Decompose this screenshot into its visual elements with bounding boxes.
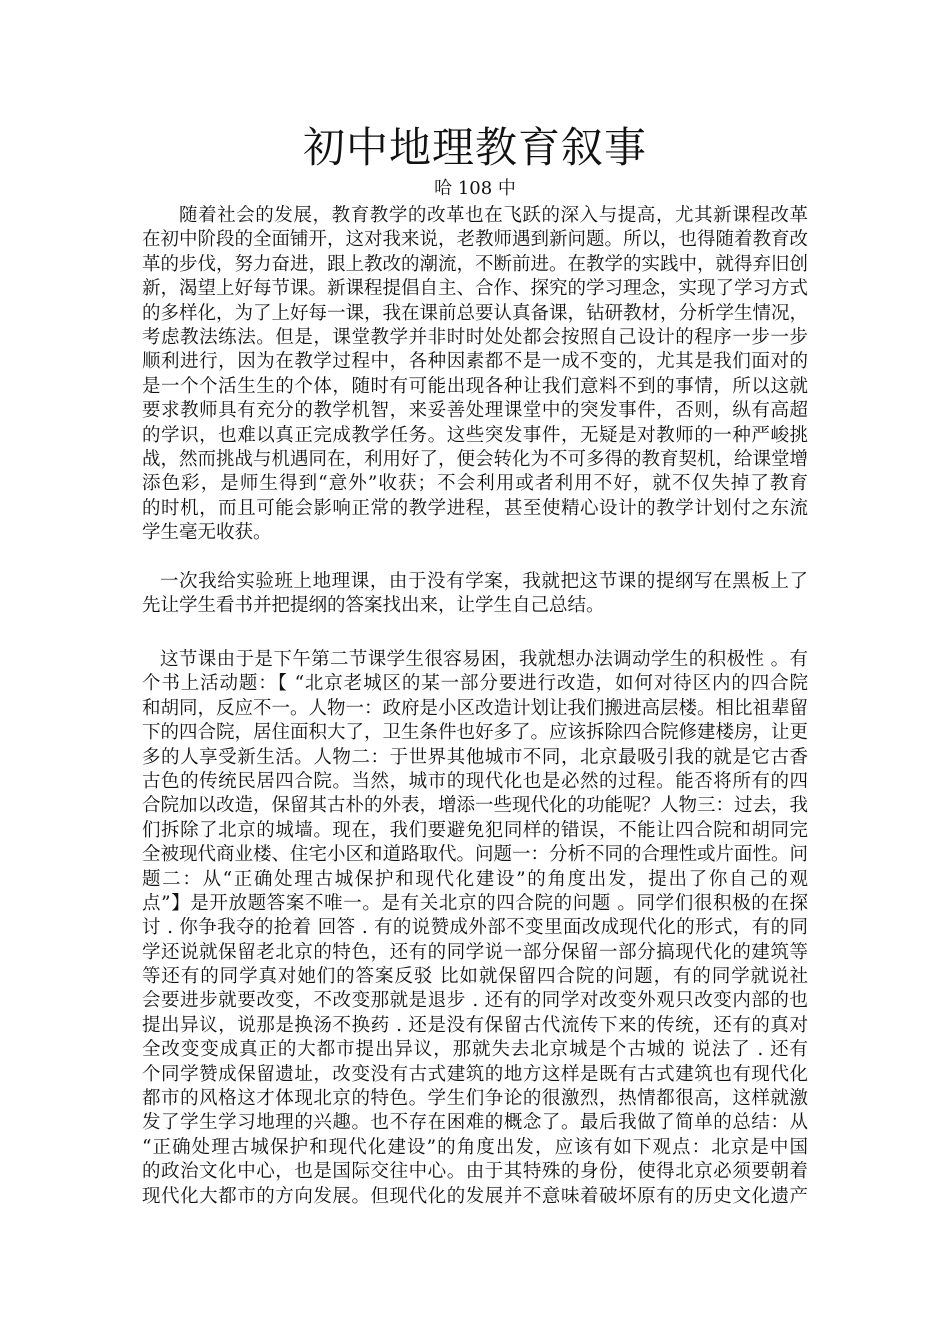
paragraph-line: 是一个个活生生的个体，随时有可能出现各种让我们意料不到的事情，所以这就 xyxy=(142,375,808,397)
paragraph-line: 个书上活动题：【 “北京老城区的某一部分要进行改造，如何对待区内的四合院 xyxy=(142,673,808,695)
paragraph-1 xyxy=(142,204,808,545)
document-author: 哈 108 中 xyxy=(434,178,516,199)
paragraph-line: 考虑教法练法。但是，课堂教学并非时时处处都会按照自己设计的程序一步一步 xyxy=(142,326,808,348)
paragraph-line: 多的人享受新生活。人物二：于世界其他城市不同，北京最吸引我的就是它古香 xyxy=(142,746,808,768)
paragraph-line: 在初中阶段的全面铺开，这对我来说，老教师遇到新问题。所以，也得随着教育改 xyxy=(142,229,808,251)
paragraph-line: 新，渴望上好每节课。新课程提倡自主、合作、探究的学习理念，实现了学习方式 xyxy=(142,278,808,300)
paragraph-line: 的多样化，为了上好每一课，我在课前总要认真备课，钻研教材，分析学生情况， xyxy=(142,302,808,324)
paragraph-line: 题二：从“正确处理古城保护和现代化建设”的角度出发，提出了你自己的观 xyxy=(142,868,808,890)
paragraph-line: 和胡同，反应不一。人物一：政府是小区改造计划让我们搬进高层楼。相比祖辈留 xyxy=(142,697,808,719)
paragraph-line: 发了学生学习地理的兴趣。也不存在困难的概念了。最后我做了简单的总结：从 xyxy=(142,1112,808,1134)
paragraph-line: 添色彩，是师生得到“意外”收获；不会利用或者利用不好，就不仅失掉了教育 xyxy=(142,473,808,495)
paragraph-line: 全改变变成真正的大都市提出异议，那就失去北京城是个古城的 说法了 . 还有 xyxy=(142,1039,808,1061)
paragraph-line: 都市的风格这才体现北京的特色。学生们争论的很激烈，热情都很高，这样就激 xyxy=(142,1088,808,1110)
paragraph-line: 讨 . 你争我夺的抢着 回答 . 有的说赞成外部不变里面改成现代化的形式，有的同 xyxy=(142,917,808,939)
paragraph-line: 顺利进行，因为在教学过程中，各种因素都不是一成不变的，尤其是我们面对的 xyxy=(142,351,808,373)
paragraph-line: 合院加以改造，保留其古朴的外表，增添一些现代化的功能呢？人物三：过去，我 xyxy=(142,795,808,817)
paragraph-line: 个同学赞成保留遗址，改变没有古式建筑的地方这样是既有古式建筑也有现代化 xyxy=(142,1063,808,1085)
paragraph-line: 这节课由于是下午第二节课学生很容易困，我就想办法调动学生的积极性 。有 xyxy=(160,649,808,670)
paragraph-line: 点”】是开放题答案不唯一。是有关北京的四合院的问题 。同学们很积极的在探 xyxy=(142,892,808,914)
paragraph-line: 古色的传统民居四合院。当然，城市的现代化也是必然的过程。能否将所有的四 xyxy=(142,770,808,792)
paragraph-line: 的政治文化中心，也是国际交往中心。由于其特殊的身份，使得北京必须要朝着 xyxy=(142,1161,808,1183)
paragraph-line: 的学识，也难以真正完成教学任务。这些突发事件，无疑是对教师的一种严峻挑 xyxy=(142,424,808,446)
paragraph-line: 全被现代商业楼、住宅小区和道路取代。问题一：分析不同的合理性或片面性。问 xyxy=(142,844,808,866)
paragraph-line: 现代化大都市的方向发展。但现代化的发展并不意味着破坏原有的历史文化遗产 xyxy=(142,1185,808,1207)
paragraph-line: 会要进步就要改变，不改变那就是退步 . 还有的同学对改变外观只改变内部的也 xyxy=(142,990,808,1012)
paragraph-line: 先让学生看书并把提纲的答案找出来，让学生自己总结。 xyxy=(142,595,605,617)
paragraph-line: “正确处理古城保护和现代化建设”的角度出发，应该有如下观点：北京是中国 xyxy=(142,1136,808,1158)
paragraph-line: 一次我给实验班上地理课，由于没有学案，我就把这节课的提纲写在黑板上了 xyxy=(160,571,808,592)
paragraph-line: 学还说就保留老北京的特色，还有的同学说一部分保留一部分搞现代化的建筑等 xyxy=(142,941,808,963)
paragraph-line: 提出异议，说那是换汤不换药 . 还是没有保留古代流传下来的传统，还有的真对 xyxy=(142,1014,808,1036)
paragraph-line: 随着社会的发展，教育教学的改革也在飞跃的深入与提高，尤其新课程改革 xyxy=(179,205,808,226)
paragraph-3 xyxy=(142,648,808,1209)
paragraph-line: 等还有的同学真对她们的答案反驳 比如就保留四合院的问题，有的同学就说社 xyxy=(142,966,808,988)
paragraph-line: 战，然而挑战与机遇同在，利用好了，便会转化为不可多得的教育契机，给课堂增 xyxy=(142,448,808,470)
paragraph-2 xyxy=(142,570,808,619)
paragraph-line: 下的四合院，居住面积大了，卫生条件也好多了。应该拆除四合院修建楼房，让更 xyxy=(142,722,808,744)
paragraph-line: 们拆除了北京的城墙。现在，我们要避免犯同样的错误，不能让四合院和胡同完 xyxy=(142,819,808,841)
paragraph-line: 的时机，而且可能会影响正常的教学进程，甚至使精心设计的教学计划付之东流 xyxy=(142,497,808,519)
paragraph-line: 学生毫无收获。 xyxy=(142,522,272,544)
document-title: 初中地理教育叙事 xyxy=(302,123,647,172)
paragraph-line: 要求教师具有充分的教学机智，来妥善处理课堂中的突发事件，否则，纵有高超 xyxy=(142,400,808,422)
paragraph-line: 革的步伐，努力奋进，跟上教改的潮流，不断前进。在教学的实践中，就得弃旧创 xyxy=(142,253,808,275)
